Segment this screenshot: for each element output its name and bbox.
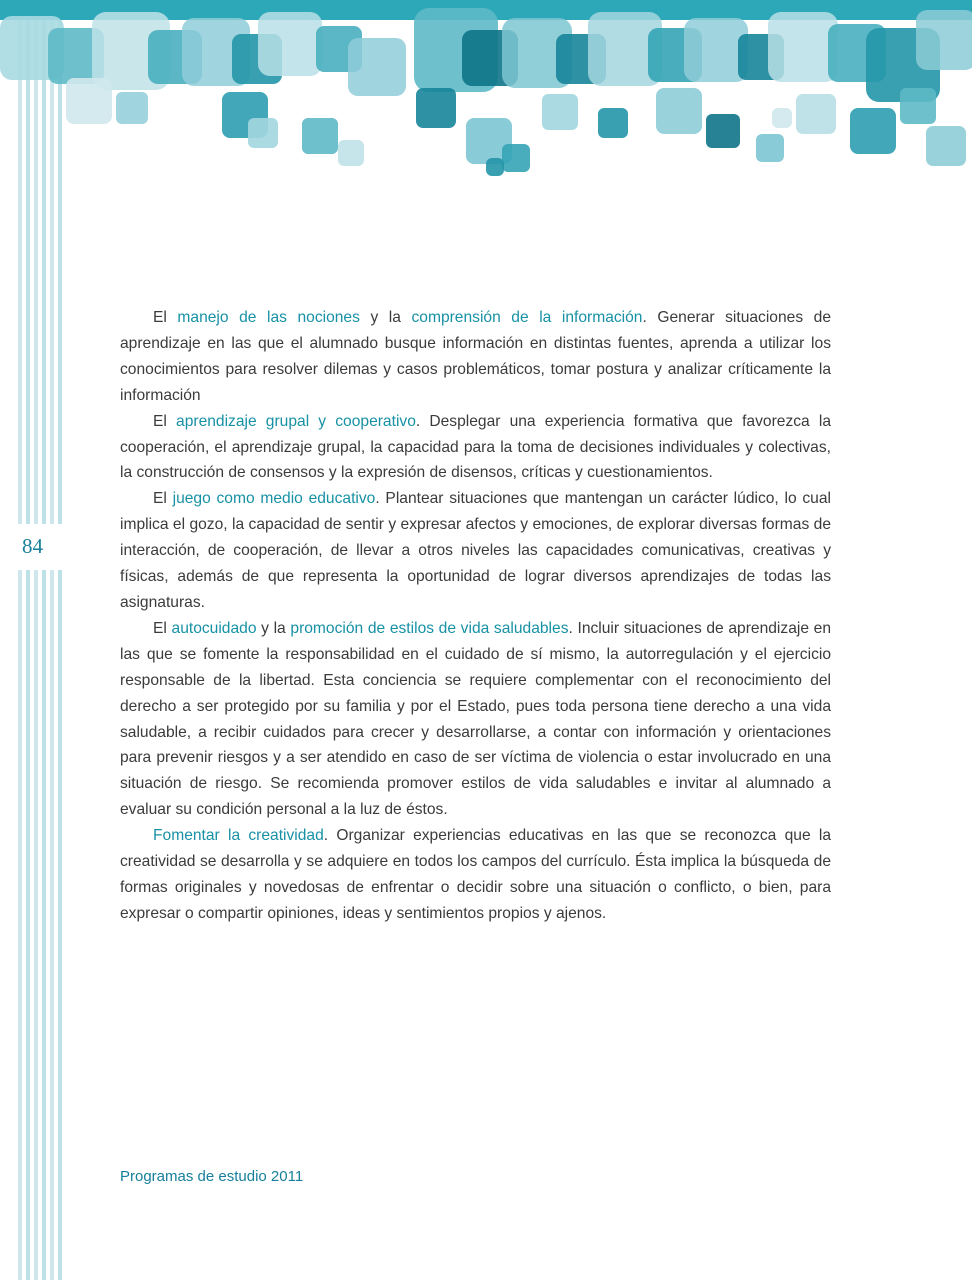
text-segment: y la <box>256 619 291 637</box>
text-segment: El <box>153 309 178 326</box>
mosaic-square <box>348 38 406 96</box>
mosaic-square <box>302 118 338 154</box>
accent-phrase: aprendizaje grupal y cooperativo <box>176 412 416 430</box>
mosaic-square <box>772 108 792 128</box>
mosaic-square <box>338 140 364 166</box>
header-mosaic <box>0 0 972 190</box>
text-segment: y la <box>359 309 412 326</box>
body-paragraph <box>120 486 831 616</box>
mosaic-square <box>416 88 456 128</box>
mosaic-square <box>486 158 504 176</box>
accent-phrase: promoción de estilos de vida saludables <box>290 619 569 637</box>
text-segment: . Organizar experiencias educativas en las que se reconozca que la creatividad se desarrolla y se adquiere en todos los campos del currículo. Ésta implica la búsqueda de formas originales y novedosas de enfrentar o decidir sobre una situación o conflicto, o bien, para expresar o compartir opiniones, ideas y sentimientos propios y ajenos. <box>120 827 831 922</box>
accent-phrase: comprensión de la información <box>411 309 643 326</box>
mosaic-square <box>656 88 702 134</box>
text-segment: . Generar situaciones de aprendizaje en las que el alumnado busque información en distintas fuentes, aprenda a utilizar los conocimientos para resolver dilemas y casos problemáticos, tomar postura y analizar críticamente la información <box>120 309 832 404</box>
mosaic-square <box>248 118 278 148</box>
text-segment: El <box>153 619 172 637</box>
mosaic-square <box>258 12 322 76</box>
body-text <box>120 305 831 927</box>
left-stripes <box>0 18 70 1280</box>
body-paragraph <box>120 823 831 927</box>
mosaic-square <box>502 144 530 172</box>
mosaic-square <box>542 94 578 130</box>
mosaic-square <box>926 126 966 166</box>
body-paragraph <box>120 305 831 409</box>
body-paragraph <box>120 616 831 823</box>
stripe <box>58 18 62 1280</box>
mosaic-square <box>900 88 936 124</box>
mosaic-square <box>796 94 836 134</box>
text-segment: . Plantear situaciones que mantengan un carácter lúdico, lo cual implica el gozo, la capacidad de sentir y expresar afectos y emociones, de explorar diversas formas de interacción, de cooperación, de llevar a otros niveles las capacidades comunicativas, creativas y físicas, además de que representa la oportunidad de lograr diversos aprendizajes de todas las asignaturas. <box>120 490 831 611</box>
stripe <box>34 18 38 1280</box>
accent-phrase: Fomentar la creatividad <box>153 827 324 845</box>
stripe <box>26 18 30 1280</box>
mosaic-square <box>66 78 112 124</box>
page-number: 84 <box>22 534 43 558</box>
text-segment: . Desplegar una experiencia formativa que favorezca la cooperación, el aprendizaje grupal, la capacidad para la toma de decisiones individuales y colectivas, la construcción de consensos y la expresión de disensos, críticas y cuestionamientos. <box>120 412 831 482</box>
text-segment: El <box>153 412 177 430</box>
accent-phrase: autocuidado <box>171 619 257 637</box>
text-segment: El <box>153 490 173 508</box>
body-paragraph <box>120 409 831 487</box>
stripe <box>42 18 46 1280</box>
accent-phrase: manejo de las nociones <box>177 309 360 326</box>
mosaic-square <box>916 10 972 70</box>
stripe <box>18 18 22 1280</box>
mosaic-square <box>706 114 740 148</box>
text-segment: . Incluir situaciones de aprendizaje en las que se fomente la responsabilidad en el cuidado de sí mismo, la autorregulación y el ejercicio responsable de la libertad. Esta conciencia se requiere complementar con el reconocimiento del derecho a ser protegido por su familia y por el Estado, pues toda persona tiene derecho a una vida saludable, a recibir cuidados para crecer y desarrollarse, a contar con información y orientaciones para prevenir riesgos y a ser atendido en caso de ser víctima de violencia o estar involucrado en una situación de riesgo. Se recomienda promover estilos de vida saludables e invitar al alumnado a evaluar su condición personal a la luz de éstos. <box>120 619 832 819</box>
mosaic-square <box>598 108 628 138</box>
mosaic-square <box>756 134 784 162</box>
accent-phrase: juego como medio educativo <box>172 490 376 508</box>
mosaic-square <box>850 108 896 154</box>
footer-text: Programas de estudio 2011 <box>120 1168 304 1185</box>
mosaic-square <box>116 92 148 124</box>
stripe <box>50 18 54 1280</box>
